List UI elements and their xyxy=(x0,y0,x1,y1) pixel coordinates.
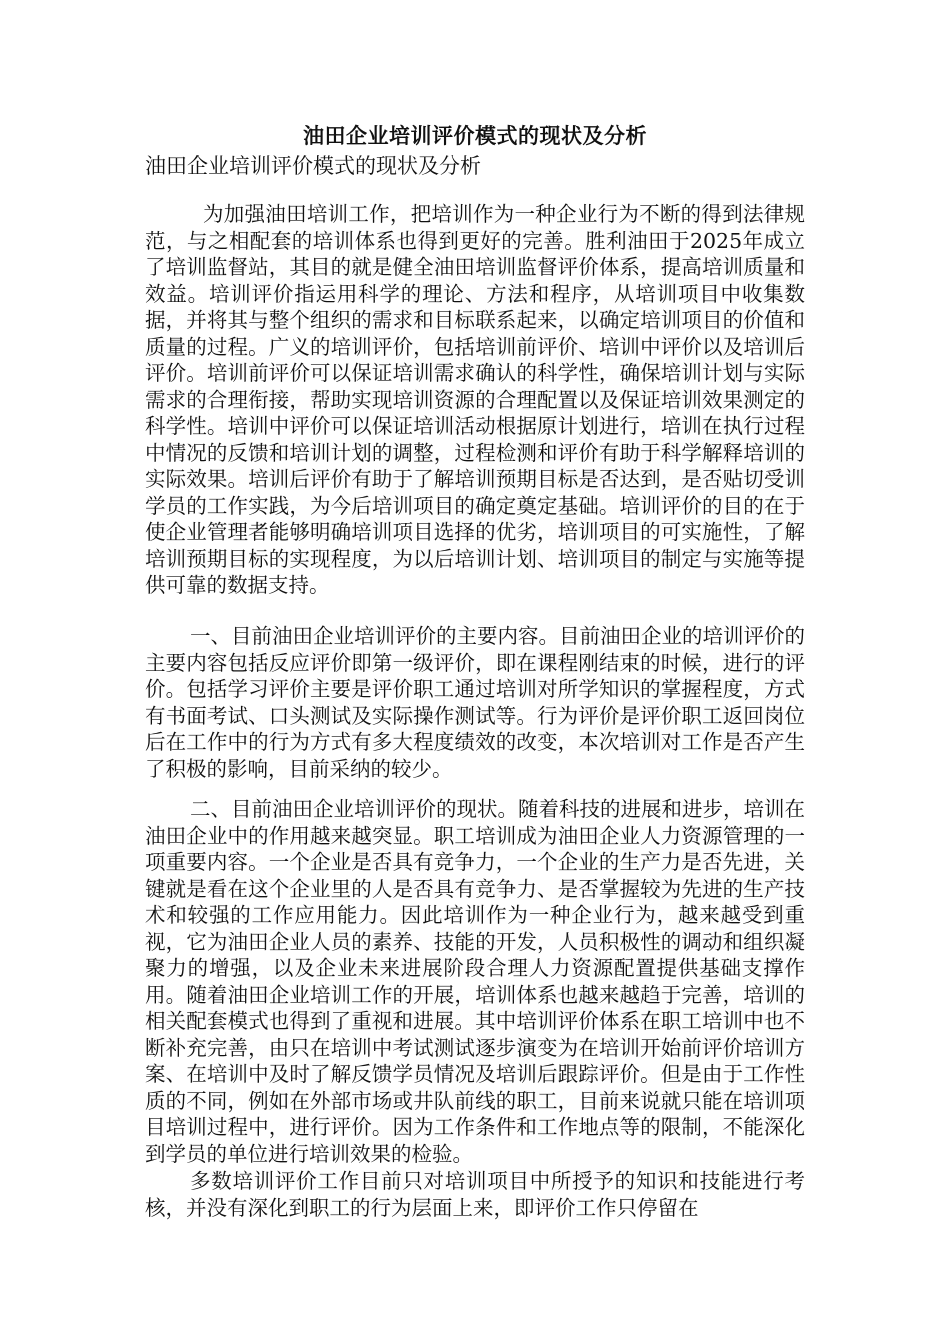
paragraph-intro: 为加强油田培训工作，把培训作为一种企业行为不断的得到法律规范，与之相配套的培训体系也得到更好的完善。胜利油田于2025年成立了培训监督站，其目的就是健全油田培训监督评价体系，提高培训质量和效益。培训评价指运用科学的理论、方法和程序，从培训项目中收集数据，并将其与整个组织的需求和目标联系起来，以确定培训项目的价值和质量的过程。广义的培训评价，包括培训前评价、培训中评价以及培训后评价。培训前评价可以保证培训需求确认的科学性，确保培训计划与实际需求的合理衔接，帮助实现培训资源的合理配置以及保证培训效果测定的科学性。培训中评价可以保证培训活动根据原计划进行，培训在执行过程中情况的反馈和培训计划的调整，过程检测和评价有助于科学解释培训的实际效果。培训后评价有助于了解培训预期目标是否达到，是否贴切受训学员的工作实践，为今后培训项目的确定奠定基础。培训评价的目的在于使企业管理者能够明确培训项目选择的优劣，培训项目的可实施性，了解培训预期目标的实现程度，为以后培训计划、培训项目的制定与实施等提供可靠的数据支持。 xyxy=(145,202,805,597)
paragraph-current-status: 二、目前油田企业培训评价的现状。随着科技的进展和进步，培训在油田企业中的作用越来越突显。职工培训成为油田企业人力资源管理的一项重要内容。一个企业是否具有竞争力，一个企业的生产力是否先进，关键就是看在这个企业里的人是否具有竞争力、是否掌握较为先进的生产技术和较强的工作应用能力。因此培训作为一种企业行为，越来越受到重视，它为油田企业人员的素养、技能的开发，人员积极性的调动和组织凝聚力的增强，以及企业未来进展阶段合理人力资源配置提供基础支撑作用。随着油田企业培训工作的开展，培训体系也越来越趋于完善，培训的相关配套模式也得到了重视和进展。其中培训评价体系在职工培训中也不断补充完善，由只在培训中考试测试逐步演变为在培训开始前评价培训方案、在培训中及时了解反馈学员情况及培训后跟踪评价。但是由于工作性质的不同，例如在外部市场或井队前线的职工，目前来说就只能在培训项目培训过程中，进行评价。因为工作条件和工作地点等的限制，不能深化到学员的单位进行培训效果的检验。 xyxy=(145,797,805,1166)
document-title: 油田企业培训评价模式的现状及分析 xyxy=(303,123,647,148)
paragraph-main-content: 一、目前油田企业培训评价的主要内容。目前油田企业的培训评价的主要内容包括反应评价即第一级评价，即在课程刚结束的时候，进行的评价。包括学习评价主要是评价职工通过培训对所学知识的掌握程度，方式有书面考试、口头测试及实际操作测试等。行为评价是评价职工返回岗位后在工作中的行为方式有多大程度绩效的改变，本次培训对工作是否产生了积极的影响，目前采纳的较少。 xyxy=(145,624,805,781)
document-subtitle: 油田企业培训评价模式的现状及分析 xyxy=(145,154,481,178)
paragraph-evaluation-limits: 多数培训评价工作目前只对培训项目中所授予的知识和技能进行考核，并没有深化到职工的行为层面上来，即评价工作只停留在 xyxy=(145,1169,805,1220)
